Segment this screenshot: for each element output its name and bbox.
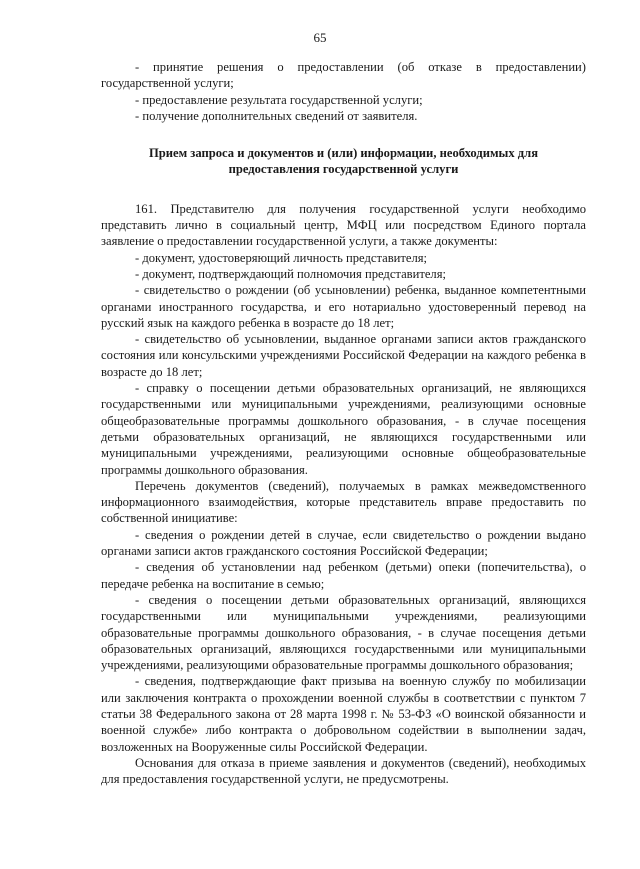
list-item: - сведения, подтверждающие факт призыва на военную службу по мобилизации или заключения контракта о прохождении военной службы в соответствии с пунктом 7 статьи 38 Федерального закона от 28 марта 1998 г. № 53-ФЗ «О воинской обязанности и военной службе» либо контракта о добровольном содействии в выполнении задач, возложенных на Вооруженные силы Российской Федерации. [101,674,586,754]
list-item: - сведения об установлении над ребенком (детьми) опеки (попечительства), о передаче ребенка на воспитание в семью; [101,560,586,591]
list-item: - получение дополнительных сведений от заявителя. [135,108,418,123]
list-item: - документ, подтверждающий полномочия представителя; [135,266,447,281]
list-item: - свидетельство о рождении (об усыновлении) ребенка, выданное компетентными органами иностранного государства, и его нотариально удостоверенный перевод на русский язык на каждого ребенка в возрасте до 18 лет; [101,283,586,330]
paragraph: Основания для отказа в приеме заявления и документов (сведений), необходимых для предоставления государственной услуги, не предусмотрены. [101,755,586,787]
section-heading: Прием запроса и документов и (или) информации, необходимых для предоставления государственной услуги [148,146,539,177]
list-item: - предоставление результата государственной услуги; [135,92,423,107]
list-item: - справку о посещении детьми образовательных организаций, не являющихся государственными или муниципальными учреждениями, реализующими основные общеобразовательные программы дошкольного образования, - в случае посещения детьми образовательных организаций, не являющихся государственными или муниципальными учреждениями, реализующими основные общеобразовательные программы дошкольного образования. [101,381,586,477]
page-number: 65 [313,30,327,45]
list-item: - сведения о рождении детей в случае, если свидетельство о рождении выдано органами записи актов гражданского состояния Российской Федерации; [101,527,586,559]
paragraph: Перечень документов (сведений), получаемых в рамках межведомственного информационного взаимодействия, которые представитель вправе предоставить по собственной инициативе: [101,478,586,526]
list-item: - сведения о посещении детьми образовательных организаций, являющихся государственными или муниципальными учреждениями, реализующими образовательные программы дошкольного образования, - в случае посещения детьми образовательных организаций, являющихся государственными или муниципальными учреждениями, реализующими образовательные программы дошкольного образования; [101,592,586,673]
list-item: - документ, удостоверяющий личность представителя; [135,250,428,265]
list-item: - принятие решения о предоставлении (об отказе в предоставлении) государственной услуги; [101,60,586,91]
paragraph-161: 161. Представителю для получения государственной услуги необходимо представить лично в социальный центр, МФЦ или посредством Единого портала заявление о предоставлении государственной услуги, а также документы: [101,201,586,249]
document-content [101,59,586,787]
list-item: - свидетельство об усыновлении, выданное органами записи актов гражданского состояния или консульскими учреждениями Российской Федерации на каждого ребенка в возрасте до 18 лет; [101,332,586,379]
